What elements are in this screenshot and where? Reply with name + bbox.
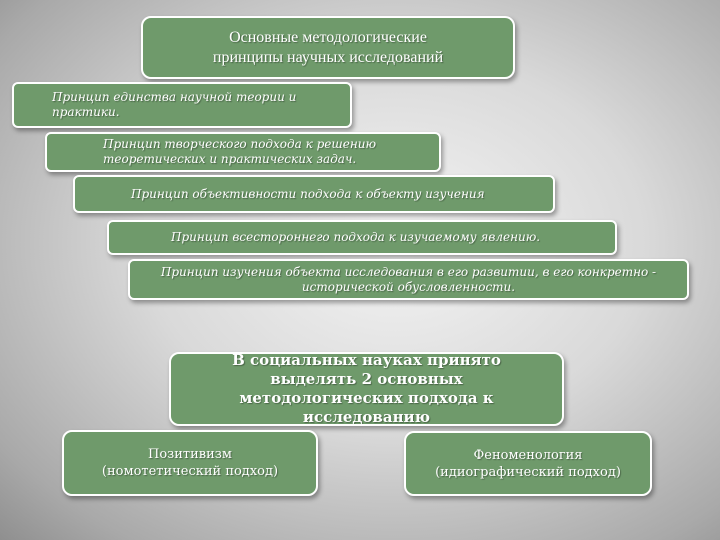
approach-box-phenomenology (404, 431, 652, 496)
approach-2-name: Феноменология (473, 447, 583, 463)
approach-1-detail: (номотетический подход) (101, 464, 279, 479)
social-line3: методологических подхода к (239, 389, 494, 407)
social-line2: выделять 2 основных (270, 370, 463, 388)
principle-2-line2: теоретических и практических задач. (103, 152, 357, 166)
principle-box-development (128, 259, 689, 300)
social-sciences-box (169, 352, 564, 426)
principle-box-comprehensive (107, 220, 617, 255)
main-title-line2: принципы научных исследований (212, 48, 444, 66)
principle-box-creative (45, 132, 441, 172)
approach-box-positivism (62, 430, 318, 496)
principle-3-line1: Принцип объективности подхода к объекту изучения (131, 186, 485, 201)
approach-1-name: Позитивизм (148, 447, 232, 462)
principle-2-line1: Принцип творческого подхода к решению (103, 137, 377, 151)
social-line4: исследованию (302, 408, 431, 426)
approach-2-detail: (идиографический подход) (435, 464, 621, 480)
social-line1: В социальных науках принято (232, 352, 501, 369)
main-title (213, 28, 443, 68)
principle-box-unity (12, 82, 352, 128)
main-title-line1: Основные методологические (229, 28, 427, 46)
principle-1-line2: практики. (52, 105, 120, 119)
principle-4-line1: Принцип всестороннего подхода к изучаемому явлению. (171, 230, 541, 244)
main-title-box (141, 16, 515, 79)
principle-5-line1: Принцип изучения объекта исследования в его развитии, в его конкретно - (160, 264, 657, 279)
principle-5-line2: исторической обусловленности. (301, 279, 516, 294)
principle-1-line1: Принцип единства научной теории и (52, 90, 297, 104)
principle-box-objectivity (73, 175, 555, 213)
